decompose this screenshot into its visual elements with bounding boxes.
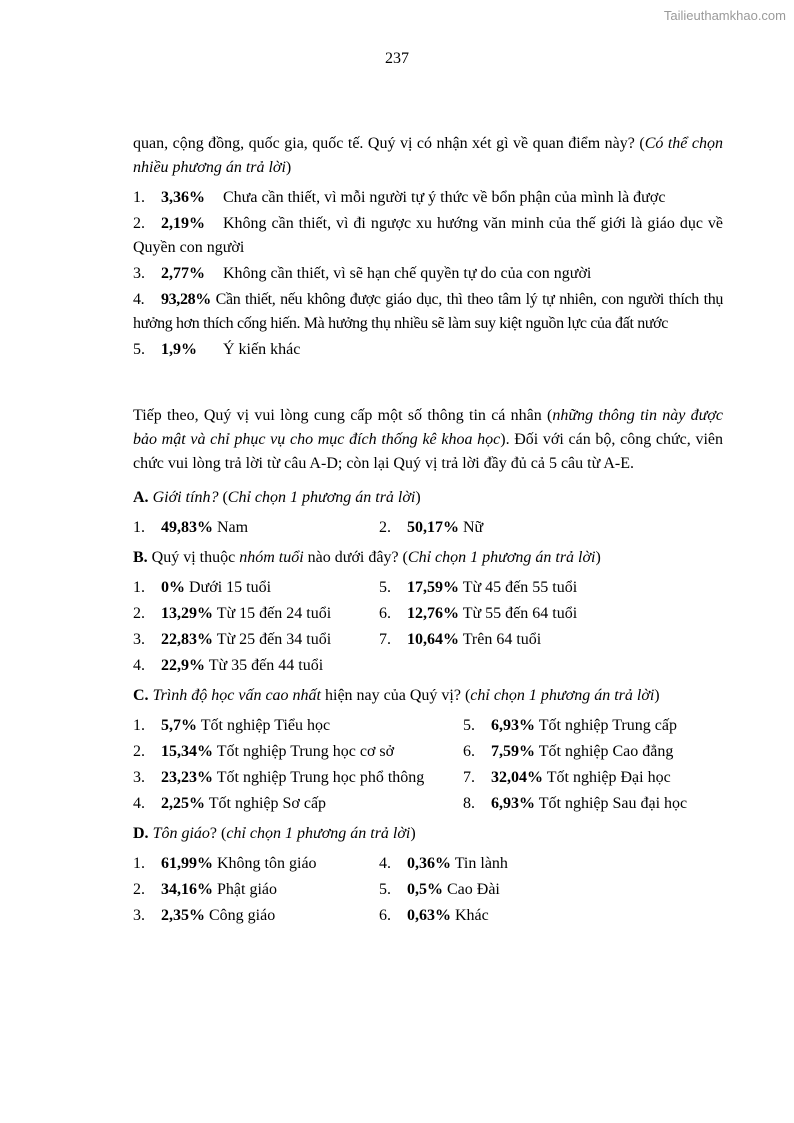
option-item: 1. 49,83% Nam xyxy=(133,519,249,536)
document-body xyxy=(133,132,723,928)
question-c-heading: C. Trình độ học vấn cao nhất hiện nay của Quý vị? (chỉ chọn 1 phương án trả lời) xyxy=(133,687,660,704)
question-b-options xyxy=(133,576,723,678)
question-a-heading: A. Giới tính? (Chỉ chọn 1 phương án trả lời) xyxy=(133,489,421,506)
option-item: 1. 5,7% Tốt nghiệp Tiểu học xyxy=(133,717,331,734)
option-item: 7. 32,04% Tốt nghiệp Đại học xyxy=(463,769,671,786)
intro-paragraph: quan, cộng đồng, quốc gia, quốc tế. Quý vị có nhận xét gì về quan điểm này? (Có thể chọn nhiều phương án trả lời) xyxy=(133,135,723,176)
option-item: 4. 2,25% Tốt nghiệp Sơ cấp xyxy=(133,795,327,812)
intro-italic: Có thể chọn nhiều phương án trả lời xyxy=(133,135,723,176)
question-a-options xyxy=(133,516,723,540)
option-item: 3. 2,77% Không cần thiết, vì sẽ hạn chế quyền tự do của con người xyxy=(133,265,592,282)
option-item: 5. 17,59% Từ 45 đến 55 tuổi xyxy=(379,579,578,596)
option-item: 4. 22,9% Từ 35 đến 44 tuổi xyxy=(133,657,324,674)
option-item: 3. 2,35% Công giáo xyxy=(133,907,276,924)
option-item: 6. 7,59% Tốt nghiệp Cao đẳng xyxy=(463,743,674,760)
question-d-options xyxy=(133,852,723,928)
option-item: 7. 10,64% Trên 64 tuổi xyxy=(379,631,542,648)
page-number: 237 xyxy=(385,50,409,67)
option-item: 3. 23,23% Tốt nghiệp Trung học phổ thông xyxy=(133,769,425,786)
option-item: 2. 13,29% Từ 15 đến 24 tuổi xyxy=(133,605,332,622)
watermark: Tailieuthamkhao.com xyxy=(663,8,786,23)
option-item: 1. 61,99% Không tôn giáo xyxy=(133,855,317,872)
option-item: 2. 2,19% Không cần thiết, vì đi ngược xu hướng văn minh của thế giới là giáo dục về Quyền con người xyxy=(133,215,723,256)
option-item: 5. 1,9% Ý kiến khác xyxy=(133,341,301,358)
options-list xyxy=(133,186,723,362)
option-item: 6. 12,76% Từ 55 đến 64 tuổi xyxy=(379,605,578,622)
personal-info-paragraph: Tiếp theo, Quý vị vui lòng cung cấp một số thông tin cá nhân (những thông tin này được bảo mật và chỉ phục vụ cho mục đích thống kê khoa học). Đối với cán bộ, công chức, viên chức vui lòng trả lời từ câu A-D; còn lại Quý vị trả lời đầy đủ cả 5 câu từ A-E. xyxy=(133,407,724,472)
option-item: 4. 93,28% Cần thiết, nếu không được giáo dục, thì theo tâm lý tự nhiên, con người thích thụ hưởng hơn thích cống hiến. Mà hưởng thụ nhiều sẽ làm suy kiệt nguồn lực của đất nước xyxy=(133,291,723,332)
question-c-options xyxy=(133,714,723,816)
option-item: 8. 6,93% Tốt nghiệp Sau đại học xyxy=(463,795,688,812)
option-item: 1. 0% Dưới 15 tuổi xyxy=(133,579,272,596)
question-d-heading: D. Tôn giáo? (chỉ chọn 1 phương án trả lời) xyxy=(133,825,416,842)
option-item: 6. 0,63% Khác xyxy=(379,907,489,924)
question-b-heading: B. Quý vị thuộc nhóm tuổi nào dưới đây? (Chỉ chọn 1 phương án trả lời) xyxy=(133,549,601,566)
option-item: 3. 22,83% Từ 25 đến 34 tuổi xyxy=(133,631,332,648)
option-item: 1. 3,36% Chưa cần thiết, vì mỗi người tự ý thức về bổn phận của mình là được xyxy=(133,189,666,206)
option-item: 2. 50,17% Nữ xyxy=(379,519,484,536)
option-item: 5. 6,93% Tốt nghiệp Trung cấp xyxy=(463,717,677,734)
option-item: 4. 0,36% Tin lành xyxy=(379,855,508,872)
option-item: 2. 34,16% Phật giáo xyxy=(133,881,277,898)
option-item: 5. 0,5% Cao Đài xyxy=(379,881,500,898)
option-item: 2. 15,34% Tốt nghiệp Trung học cơ sở xyxy=(133,743,395,760)
